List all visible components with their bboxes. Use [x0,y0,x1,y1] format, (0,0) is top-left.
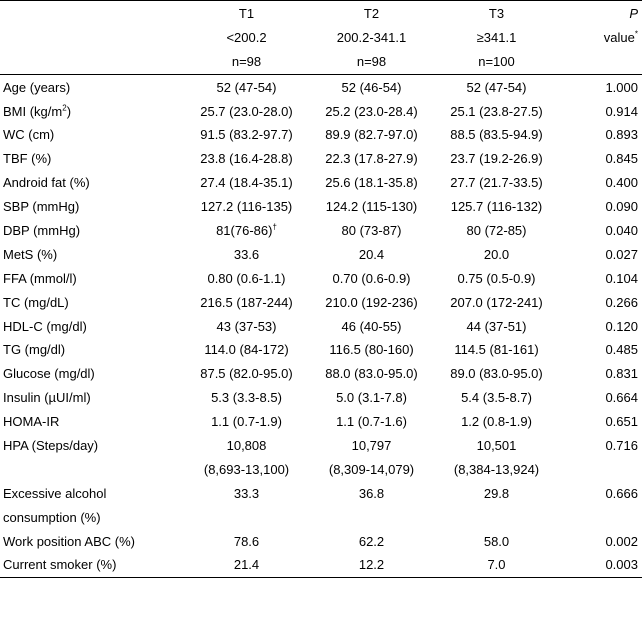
cell-t2-value: 52 (46-54) [341,79,402,95]
table-row [0,242,642,266]
row-label-text: TG (mg/dl) [3,342,66,358]
cell-t3 [434,338,559,362]
header-t3-range: ≥341.1 [476,30,517,46]
cell-t1 [184,242,309,266]
cell-t2 [309,386,434,410]
row-label-text: DBP (mmHg) [3,222,81,238]
table-row [0,338,642,362]
row-label-text: HOMA-IR [3,414,60,430]
header-row-tertile [0,1,642,26]
row-label-text: Current smoker (%) [3,557,117,573]
cell-t1-value: 114.0 (84-172) [204,342,289,358]
table-row [0,75,642,99]
cell-t3 [434,410,559,434]
header-empty-cell [559,50,642,75]
cell-t3 [434,314,559,338]
cell-t3 [434,219,559,243]
cell-t3 [434,362,559,386]
header-t1-n: n=98 [184,50,309,75]
cell-t1-value: 43 (37-53) [216,318,277,334]
table-row [0,505,642,529]
header-pvalue-footnote-mark: * [634,29,638,39]
cell-t1 [184,266,309,290]
cell-p-value: 0.485 [605,342,638,358]
cell-t1-value: 21.4 [233,557,260,573]
cell-t3-value: 88.5 (83.5-94.9) [450,127,543,143]
cell-p-value: 0.845 [605,151,638,167]
table-row [0,266,642,290]
header-t2-n: n=98 [309,50,434,75]
table-row [0,529,642,553]
cell-t3 [434,75,559,99]
row-label [0,457,184,481]
cell-t1 [184,386,309,410]
row-label [0,481,184,505]
cell-t3-value: 23.7 (19.2-26.9) [450,151,543,167]
row-label [0,434,184,458]
cell-p-value: 0.893 [605,127,638,143]
cell-t1 [184,290,309,314]
cell-t2-value: 210.0 (192-236) [325,294,418,310]
cell-t2 [309,505,434,529]
header-row-range [0,25,642,49]
row-label-text: HPA (Steps/day) [3,437,99,453]
cell-p-value [559,505,642,529]
cell-t2-value: 80 (73-87) [341,222,402,238]
table-row [0,123,642,147]
cell-t3 [434,529,559,553]
cell-p-value: 0.651 [605,414,638,430]
cell-p-value: 0.664 [605,390,638,406]
cell-p-value: 0.914 [605,103,638,119]
cell-t3 [434,171,559,195]
cell-t1-value: 33.3 [233,485,260,501]
row-label [0,529,184,553]
row-label [0,505,184,529]
cell-t2 [309,362,434,386]
row-label [0,171,184,195]
header-t2: T2 [309,1,434,26]
cell-t2 [309,314,434,338]
cell-t1-value: 78.6 [233,533,260,549]
header-row-n [0,50,642,75]
row-label [0,362,184,386]
cell-t2-value: 116.5 (80-160) [329,342,414,358]
cell-t3 [434,434,559,458]
cell-t3-value: 80 (72-85) [466,222,527,238]
cell-t3 [434,553,559,577]
row-label-text: TC (mg/dL) [3,294,69,310]
cell-t3 [434,481,559,505]
row-label-superscript: 2 [62,103,67,113]
cell-t2-value: 62.2 [358,533,385,549]
table-body [0,75,642,578]
cell-t1-footnote-mark: † [272,222,277,232]
cell-t3 [434,457,559,481]
cell-t1-value: 0.80 (0.6-1.1) [207,270,286,286]
table-row [0,147,642,171]
table-row [0,553,642,577]
cell-t2 [309,338,434,362]
cell-t3 [434,505,559,529]
cell-t1 [184,147,309,171]
cell-p-value: 0.666 [605,485,638,501]
table-row [0,457,642,481]
cell-t2-value: 46 (40-55) [341,318,402,334]
cell-t2 [309,171,434,195]
cell-t2 [309,99,434,123]
cell-t2 [309,290,434,314]
header-p: P [559,1,642,26]
cell-t2 [309,75,434,99]
cell-t2-value: 10,797 [351,437,392,453]
row-label [0,242,184,266]
cell-t2-value: 1.1 (0.7-1.6) [336,414,407,430]
cell-t3 [434,242,559,266]
row-label-text: WC (cm) [3,127,55,143]
header-empty-cell [0,1,184,26]
cell-t2-value: 20.4 [358,246,385,262]
table-row [0,99,642,123]
cell-t2-value: 5.0 (3.1-7.8) [336,390,407,406]
row-label [0,290,184,314]
cell-t2 [309,481,434,505]
row-label-text: Work position ABC (%) [3,533,135,549]
cell-p-value: 0.104 [605,270,638,286]
cell-t3-value: (8,384-13,924) [453,461,540,477]
row-label [0,338,184,362]
row-label [0,314,184,338]
cell-t3-value: 7.0 [487,557,506,573]
cell-t2 [309,242,434,266]
cell-t3-value: 0.75 (0.5-0.9) [457,270,536,286]
row-label [0,410,184,434]
cell-p-value: 0.027 [605,246,638,262]
cell-t3-value: 89.0 (83.0-95.0) [450,366,543,382]
cell-t2 [309,219,434,243]
cell-t3-value: 27.7 (21.7-33.5) [450,175,543,191]
cell-t1 [184,75,309,99]
cell-t2-value: (8,309-14,079) [328,461,415,477]
header-empty-cell [0,50,184,75]
cell-t3 [434,195,559,219]
cell-p-value: 0.831 [605,366,638,382]
header-t1: T1 [184,1,309,26]
cell-t2-value: 12.2 [358,557,385,573]
cell-t3 [434,123,559,147]
row-label-text: Insulin (µUI/ml) [3,390,91,406]
row-label-text: TBF (%) [3,151,52,167]
cell-t3-value: 207.0 (172-241) [450,294,543,310]
cell-t3 [434,147,559,171]
row-label [0,147,184,171]
cell-t2 [309,434,434,458]
row-label [0,75,184,99]
cell-t3-value: 20.0 [483,246,510,262]
row-label-text: MetS (%) [3,246,58,262]
table-row [0,171,642,195]
header-t3: T3 [434,1,559,26]
cell-p-value: 0.716 [605,437,638,453]
row-label [0,219,184,243]
header-pvalue-text: value [603,30,635,46]
cell-t1 [184,338,309,362]
row-label-text: FFA (mmol/l) [3,270,77,286]
cell-t1-value: 87.5 (82.0-95.0) [200,366,293,382]
cell-t1 [184,481,309,505]
table-row [0,314,642,338]
table-row [0,195,642,219]
cell-t1 [184,195,309,219]
cell-t1 [184,171,309,195]
cell-t1-value: 1.1 (0.7-1.9) [211,414,282,430]
row-label [0,195,184,219]
cell-t1-value: (8,693-13,100) [203,461,290,477]
row-label [0,386,184,410]
cell-t2-value: 25.6 (18.1-35.8) [325,175,418,191]
cell-t1 [184,457,309,481]
table-row [0,410,642,434]
header-empty-cell [0,25,184,49]
cell-t3 [434,266,559,290]
cell-t3-value: 25.1 (23.8-27.5) [450,103,543,119]
cell-p-value: 0.266 [605,294,638,310]
cell-t2-value: 89.9 (82.7-97.0) [325,127,418,143]
row-label-text: Glucose (mg/dl) [3,366,95,382]
table-row [0,219,642,243]
row-label [0,123,184,147]
cell-t2-value: 88.0 (83.0-95.0) [325,366,418,382]
cell-t2 [309,266,434,290]
cell-p-value: 1.000 [559,75,642,99]
cell-t3 [434,290,559,314]
cell-t1-value: 25.7 (23.0-28.0) [200,103,293,119]
cell-t3 [434,386,559,410]
cell-t1 [184,314,309,338]
cell-p-value: 0.120 [605,318,638,334]
header-t2-range: 200.2-341.1 [336,30,407,46]
header-pvalue [559,25,642,49]
cell-t2-value: 22.3 (17.8-27.9) [325,151,418,167]
table-row [0,290,642,314]
cell-t1 [184,219,309,243]
row-label [0,266,184,290]
cell-t1-value: 52 (47-54) [216,79,277,95]
row-label-text: Android fat (%) [3,175,90,191]
cell-t3-value: 10,501 [476,437,517,453]
cell-t2-value: 124.2 (115-130) [325,199,418,215]
table-row [0,481,642,505]
cell-t2 [309,147,434,171]
cell-p-value: 0.003 [559,553,642,577]
cell-t1 [184,99,309,123]
cell-t2-value: 25.2 (23.0-28.4) [325,103,418,119]
header-t3-n: n=100 [434,50,559,75]
cell-t3-value: 44 (37-51) [466,318,527,334]
cell-t2 [309,553,434,577]
cell-t1 [184,553,309,577]
cell-t3-value: 58.0 [483,533,510,549]
cell-t3-value: 29.8 [483,485,510,501]
row-label [0,99,184,123]
cell-t1 [184,362,309,386]
cell-t1-value: 81(76-86) [216,222,273,238]
table-row [0,362,642,386]
cell-t1-value: 33.6 [233,246,260,262]
cell-t1-value: 91.5 (83.2-97.7) [200,127,293,143]
cell-t3-value: 114.5 (81-161) [454,342,539,358]
cell-t3-value: 125.7 (116-132) [450,199,543,215]
cell-p-value [559,457,642,481]
cell-t2 [309,195,434,219]
cell-t2-value: 36.8 [358,485,385,501]
row-label-text: BMI (kg/m [3,103,63,119]
row-label-text: Excessive alcohol [3,485,107,501]
cell-t2 [309,123,434,147]
table-header [0,1,642,75]
cell-t1 [184,529,309,553]
cell-t1-value: 5.3 (3.3-8.5) [211,390,282,406]
row-label-text: consumption (%) [3,509,101,525]
row-label-tail: ) [66,103,72,119]
cell-p-value: 0.040 [605,222,638,238]
row-label-text: SBP (mmHg) [3,199,80,215]
cell-t1 [184,410,309,434]
table-row [0,386,642,410]
cell-t1 [184,505,309,529]
cell-t1 [184,123,309,147]
cell-t1-value: 10,808 [226,437,267,453]
cell-p-value: 0.400 [605,175,638,191]
cell-t3 [434,99,559,123]
cell-t1-value: 23.8 (16.4-28.8) [200,151,293,167]
cell-t1-value: 27.4 (18.4-35.1) [200,175,293,191]
cell-t2 [309,457,434,481]
row-label-text: Age (years) [3,79,71,95]
cell-t3-value: 5.4 (3.5-8.7) [461,390,532,406]
header-t1-range: <200.2 [226,30,267,46]
cell-p-value: 0.090 [605,199,638,215]
table-row [0,434,642,458]
cell-p-value: 0.002 [605,533,638,549]
row-label-text: HDL-C (mg/dl) [3,318,87,334]
cell-t1-value: 127.2 (116-135) [200,199,293,215]
cell-t1 [184,434,309,458]
cell-t2 [309,410,434,434]
cell-t3-value: 52 (47-54) [466,79,527,95]
row-label [0,553,184,577]
cell-t2 [309,529,434,553]
cell-t3-value: 1.2 (0.8-1.9) [461,414,532,430]
cell-t2-value: 0.70 (0.6-0.9) [332,270,411,286]
cell-t1-value: 216.5 (187-244) [200,294,293,310]
